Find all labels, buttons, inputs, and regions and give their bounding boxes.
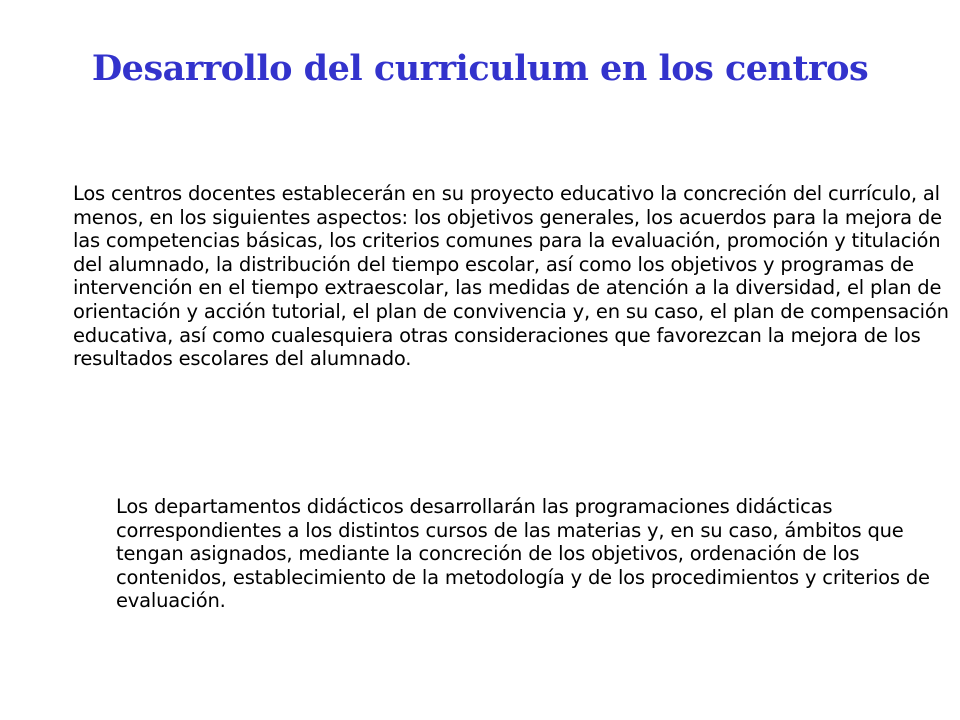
slide-title: Desarrollo del curriculum en los centros — [91, 48, 869, 89]
paragraph-departamentos-didacticos: Los departamentos didácticos desarrollarán las programaciones didácticas correspondientes a los distintos cursos de las materias y, en su caso, ámbitos que tengan asignados, mediante la concreción de los objetivos, ordenación de los contenidos, establecimiento de la metodología y de los procedimientos y criterios de evaluación. — [116, 495, 930, 613]
paragraph-centros-docentes: Los centros docentes establecerán en su proyecto educativo la concreción del currículo, al menos, en los siguientes aspectos: los objetivos generales, los acuerdos para la mejora de las competencias básicas, los criterios comunes para la evaluación, promoción y titulación del alumnado, la distribución del tiempo escolar, así como los objetivos y programas de intervención en el tiempo extraescolar, las medidas de atención a la diversidad, el plan de orientación y acción tutorial, el plan de convivencia y, en su caso, el plan de compensación educativa, así como cualesquiera otras consideraciones que favorezcan la mejora de los resultados escolares del alumnado. — [73, 182, 949, 371]
